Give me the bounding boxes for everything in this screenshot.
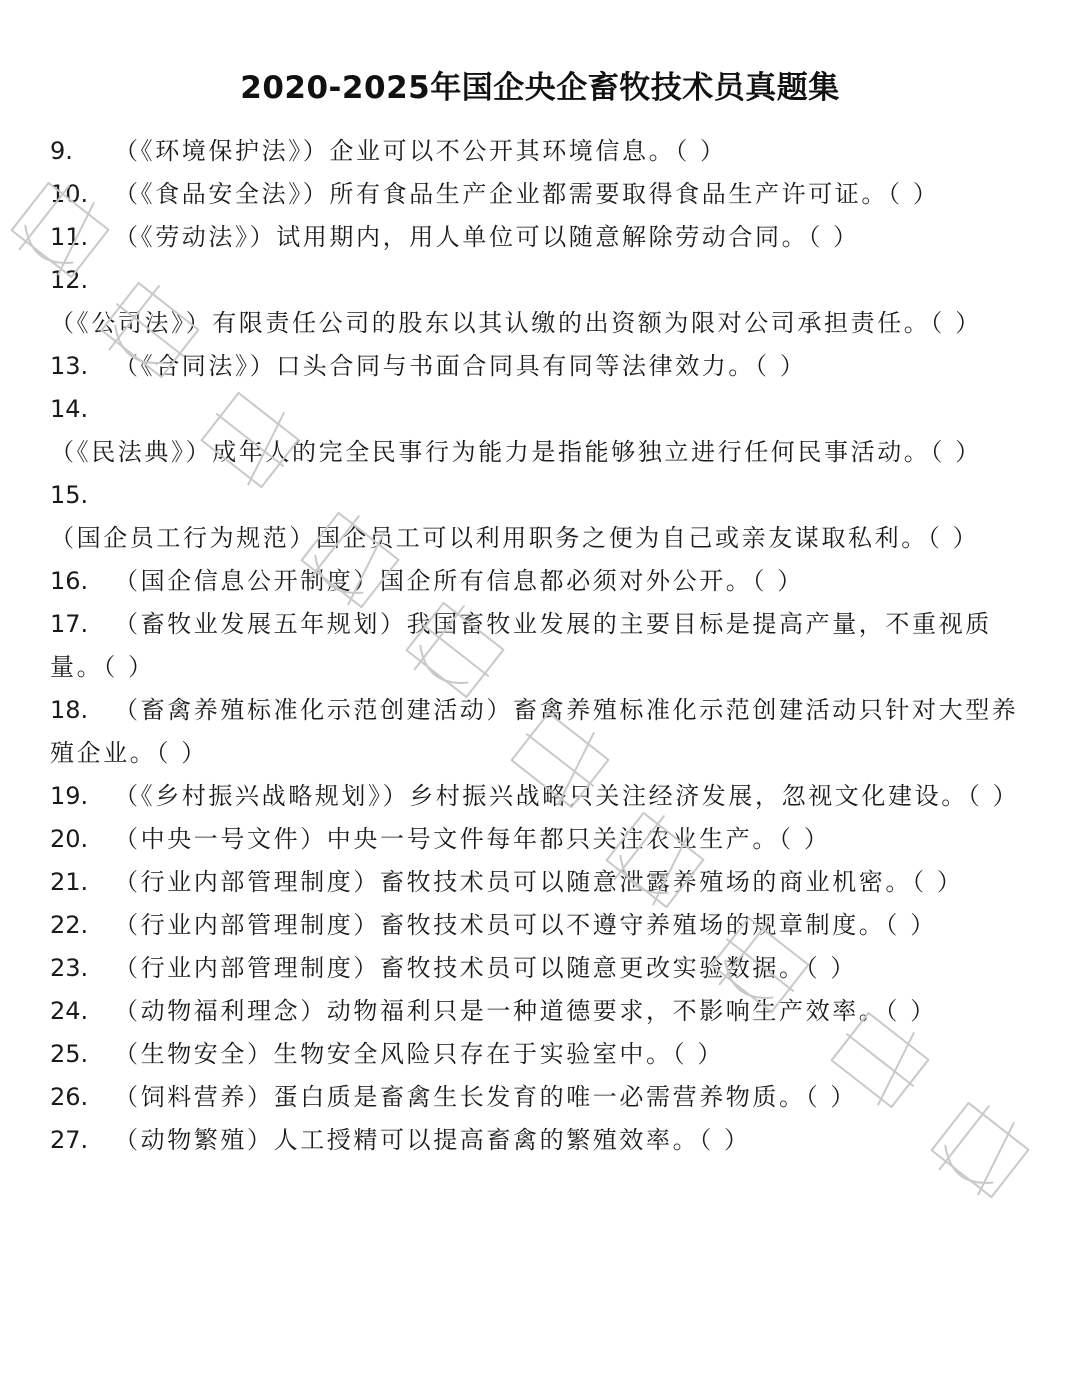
list-item bbox=[50, 259, 1040, 345]
item-number: 21. bbox=[50, 868, 89, 896]
item-text: （行业内部管理制度）畜牧技术员可以不遵守养殖场的规章制度。（ ） bbox=[114, 911, 937, 939]
list-item bbox=[50, 474, 1040, 560]
item-text: （动物繁殖）人工授精可以提高畜禽的繁殖效率。（ ） bbox=[114, 1126, 751, 1154]
item-number: 19. bbox=[50, 782, 89, 810]
list-item bbox=[50, 388, 1040, 474]
list-item bbox=[50, 560, 1040, 603]
item-number: 11. bbox=[50, 223, 89, 251]
list-item bbox=[50, 990, 1040, 1033]
item-number: 16. bbox=[50, 567, 89, 595]
list-item bbox=[50, 603, 1040, 689]
list-item bbox=[50, 947, 1040, 990]
item-text: （《民法典》）成年人的完全民事行为能力是指能够独立进行任何民事活动。（ ） bbox=[50, 438, 982, 466]
item-text: （行业内部管理制度）畜牧技术员可以随意泄露养殖场的商业机密。（ ） bbox=[114, 868, 964, 896]
question-list bbox=[50, 130, 1040, 1162]
item-number: 26. bbox=[50, 1083, 89, 1111]
item-number: 23. bbox=[50, 954, 89, 982]
item-text: （中央一号文件）中央一号文件每年都只关注农业生产。（ ） bbox=[114, 825, 831, 853]
list-item bbox=[50, 130, 1040, 173]
list-item bbox=[50, 173, 1040, 216]
list-item bbox=[50, 689, 1040, 775]
item-text: （《乡村振兴战略规划》）乡村振兴战略只关注经济发展，忽视文化建设。（ ） bbox=[114, 782, 1020, 810]
item-number: 27. bbox=[50, 1126, 89, 1154]
list-item bbox=[50, 1076, 1040, 1119]
item-text: （国企信息公开制度）国企所有信息都必须对外公开。（ ） bbox=[114, 567, 804, 595]
list-item bbox=[50, 1033, 1040, 1076]
list-item bbox=[50, 775, 1040, 818]
item-number: 9. bbox=[50, 137, 73, 165]
list-item bbox=[50, 861, 1040, 904]
item-number: 18. bbox=[50, 696, 89, 724]
item-number: 15. bbox=[50, 481, 89, 509]
item-text: （饲料营养）蛋白质是畜禽生长发育的唯一必需营养物质。（ ） bbox=[114, 1083, 858, 1111]
item-number: 20. bbox=[50, 825, 89, 853]
item-text: （生物安全）生物安全风险只存在于实验室中。（ ） bbox=[114, 1040, 725, 1068]
list-item bbox=[50, 345, 1040, 388]
item-number: 24. bbox=[50, 997, 89, 1025]
item-text: （畜禽养殖标准化示范创建活动）畜禽养殖标准化示范创建活动只针对大型养殖企业。（ ） bbox=[50, 696, 1019, 767]
list-item bbox=[50, 1119, 1040, 1162]
item-number: 10. bbox=[50, 180, 89, 208]
item-text: （《合同法》）口头合同与书面合同具有同等法律效力。（ ） bbox=[114, 352, 807, 380]
item-text: （行业内部管理制度）畜牧技术员可以随意更改实验数据。（ ） bbox=[114, 954, 858, 982]
page-title: 2020-2025年国企央企畜牧技术员真题集 bbox=[240, 70, 840, 106]
item-number: 14. bbox=[50, 395, 89, 423]
item-number: 25. bbox=[50, 1040, 89, 1068]
item-text: （《劳动法》）试用期内，用人单位可以随意解除劳动合同。（ ） bbox=[114, 223, 860, 251]
list-item bbox=[50, 818, 1040, 861]
item-number: 22. bbox=[50, 911, 89, 939]
item-text: （《食品安全法》）所有食品生产企业都需要取得食品生产许可证。（ ） bbox=[114, 180, 940, 208]
item-number: 13. bbox=[50, 352, 89, 380]
item-number: 17. bbox=[50, 610, 89, 638]
item-text: （畜牧业发展五年规划）我国畜牧业发展的主要目标是提高产量，不重视质量。（ ） bbox=[50, 610, 992, 681]
item-text: （动物福利理念）动物福利只是一种道德要求，不影响生产效率。（ ） bbox=[114, 997, 937, 1025]
item-text: （国企员工行为规范）国企员工可以利用职务之便为自己或亲友谋取私利。（ ） bbox=[50, 524, 980, 552]
list-item bbox=[50, 904, 1040, 947]
item-number: 12. bbox=[50, 266, 89, 294]
item-text: （《环境保护法》）企业可以不公开其环境信息。（ ） bbox=[114, 137, 727, 165]
list-item bbox=[50, 216, 1040, 259]
item-text: （《公司法》）有限责任公司的股东以其认缴的出资额为限对公司承担责任。（ ） bbox=[50, 309, 982, 337]
